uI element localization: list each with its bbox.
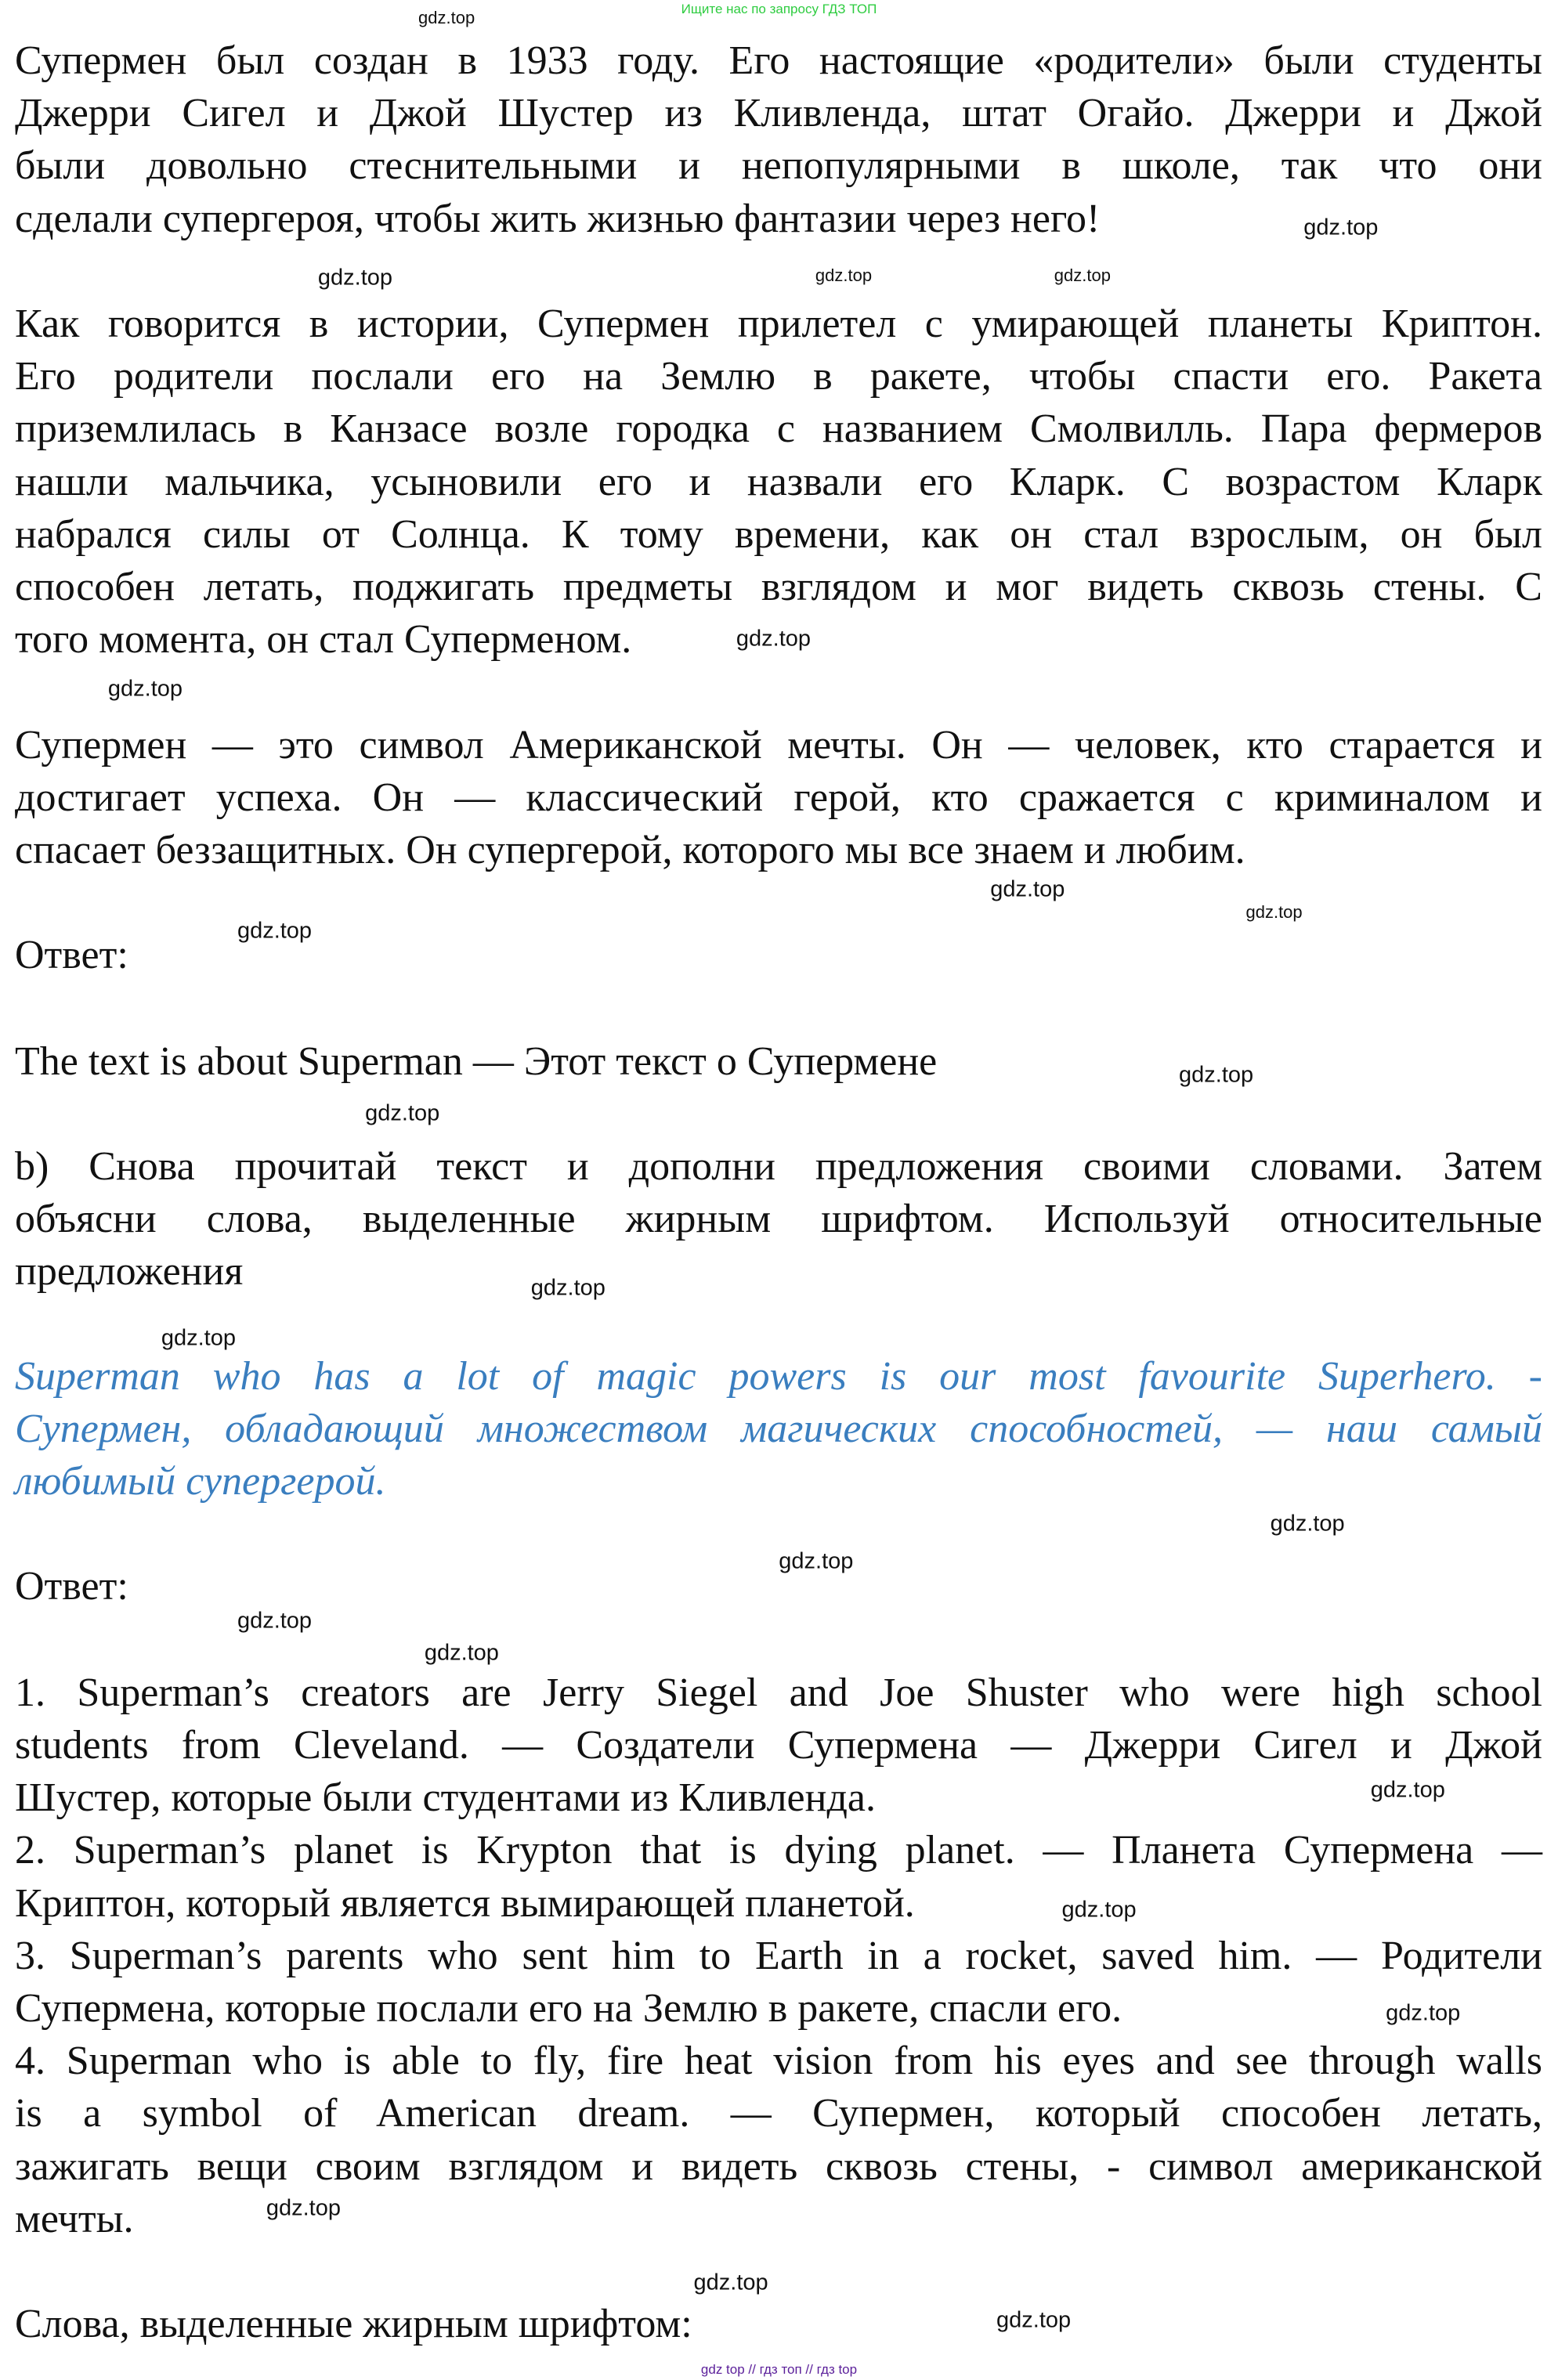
watermark: gdz.top <box>1370 1777 1445 1803</box>
text-line: Джерри Сигел и Джой Шустер из Кливленда, штат Огайо. Джерри и Джой <box>15 91 1542 136</box>
text-line: предложения <box>15 1249 244 1295</box>
watermark: gdz.top <box>1303 215 1379 240</box>
text-line: Ответ: <box>15 1563 128 1609</box>
watermark: gdz.top <box>990 876 1065 902</box>
watermark: gdz.top <box>1061 1897 1137 1923</box>
top-banner[interactable]: Ищите нас по запросу ГДЗ ТОП <box>681 2 877 16</box>
watermark: gdz.top <box>530 1275 605 1301</box>
paragraph <box>15 1667 1542 2245</box>
text-line: Superman who has a lot of magic powers is our most favourite Superhero. - <box>15 1353 1542 1399</box>
watermark: gdz.top <box>161 1325 236 1351</box>
text-line: объясни слова, выделенные жирным шрифтом. Используй относительные <box>15 1197 1542 1242</box>
watermark: gdz.top <box>736 626 812 652</box>
watermark: gdz.top <box>1270 1511 1345 1537</box>
text-line: Шустер, которые были студентами из Кливленда. <box>15 1775 876 1821</box>
watermark: gdz.top <box>237 1608 313 1634</box>
text-line: способен летать, поджигать предметы взглядом и мог видеть сквозь стены. С <box>15 564 1542 609</box>
text-line: 3. Superman’s parents who sent him to Earth in a rocket, saved him. — Родители <box>15 1933 1542 1978</box>
watermark: gdz.top <box>266 2195 341 2221</box>
example-sentence <box>15 1350 1542 1508</box>
text-line: набрался силы от Солнца. К тому времени, как он стал взрослым, он был <box>15 511 1542 557</box>
watermark: gdz.top <box>1245 902 1303 923</box>
text-line: нашли мальчика, усыновили его и назвали его Кларк. С возрастом Кларк <box>15 459 1542 504</box>
watermark: gdz.top <box>815 265 873 285</box>
text-line: Супермен был создан в 1933 году. Его настоящие «родители» были студенты <box>15 38 1542 84</box>
watermark: gdz.top <box>693 2270 768 2295</box>
watermark: gdz.top <box>237 918 313 943</box>
text-line: Супермен — это символ Американской мечты. Он — человек, кто старается и <box>15 722 1542 767</box>
watermark: gdz.top <box>779 1548 854 1574</box>
text-line: is a symbol of American dream. — Супермен, который способен летать, <box>15 2091 1542 2136</box>
text-line: были довольно стеснительными и непопулярными в школе, так что они <box>15 143 1542 189</box>
text-line: The text is about Superman — Этот текст о Супермене <box>15 1038 938 1084</box>
bottom-banner[interactable]: gdz top // гдз топ // гдз top <box>700 2362 858 2377</box>
paragraph <box>15 34 1542 245</box>
watermark: gdz.top <box>107 676 183 702</box>
text-line: сделали супергероя, чтобы жить жизнью фантазии через него! <box>15 196 1101 241</box>
text-line: Его родители послали его на Землю в ракете, чтобы спасти его. Ракета <box>15 354 1542 399</box>
paragraph <box>15 298 1542 666</box>
text-line: Супермен, обладающий множеством магических способностей, — наш самый <box>15 1407 1542 1452</box>
text-line: Криптон, который является вымирающей планетой. <box>15 1880 915 1926</box>
text-line: любимый супергерой. <box>15 1459 386 1504</box>
text-line: Ответ: <box>15 932 128 977</box>
text-line: 4. Superman who is able to fly, fire heat vision from his eyes and see through walls <box>15 2039 1542 2084</box>
text-line: Слова, выделенные жирным шрифтом: <box>15 2301 692 2346</box>
watermark: gdz.top <box>418 8 475 28</box>
text-line: 1. Superman’s creators are Jerry Siegel and Joe Shuster who were high school <box>15 1670 1542 1715</box>
text-line: students from Cleveland. — Создатели Супермена — Джерри Сигел и Джой <box>15 1723 1542 1768</box>
text-line: зажигать вещи своим взглядом и видеть сквозь стены, - символ американской <box>15 2143 1542 2189</box>
watermark: gdz.top <box>424 1640 499 1666</box>
text-line: мечты. <box>15 2196 134 2241</box>
bold-words-heading <box>15 2298 1542 2350</box>
watermark: gdz.top <box>1386 2000 1461 2026</box>
paragraph <box>15 719 1542 877</box>
text-line: того момента, он стал Суперменом. <box>15 617 632 663</box>
text-line: приземлилась в Канзасе возле городка с названием Смолвилль. Пара фермеров <box>15 406 1542 452</box>
text-line: Как говорится в истории, Супермен прилетел с умирающей планеты Криптон. <box>15 302 1542 347</box>
watermark: gdz.top <box>1179 1062 1254 1088</box>
paragraph <box>15 1140 1542 1301</box>
text-line: достигает успеха. Он — классический герой, кто сражается с криминалом и <box>15 775 1542 821</box>
watermark: gdz.top <box>1054 265 1111 285</box>
text-line: b) Снова прочитай текст и дополни предложения своими словами. Затем <box>15 1143 1542 1189</box>
watermark: gdz.top <box>996 2307 1072 2333</box>
text-line: спасает беззащитных. Он супергерой, которого мы все знаем и любим. <box>15 828 1245 873</box>
paragraph <box>15 1035 1542 1088</box>
watermark: gdz.top <box>365 1100 440 1126</box>
text-line: 2. Superman’s planet is Krypton that is dying planet. — Планета Супермена — <box>15 1828 1542 1873</box>
text-line: Супермена, которые послали его на Землю в ракете, спасли его. <box>15 1985 1122 2031</box>
watermark: gdz.top <box>317 265 393 291</box>
